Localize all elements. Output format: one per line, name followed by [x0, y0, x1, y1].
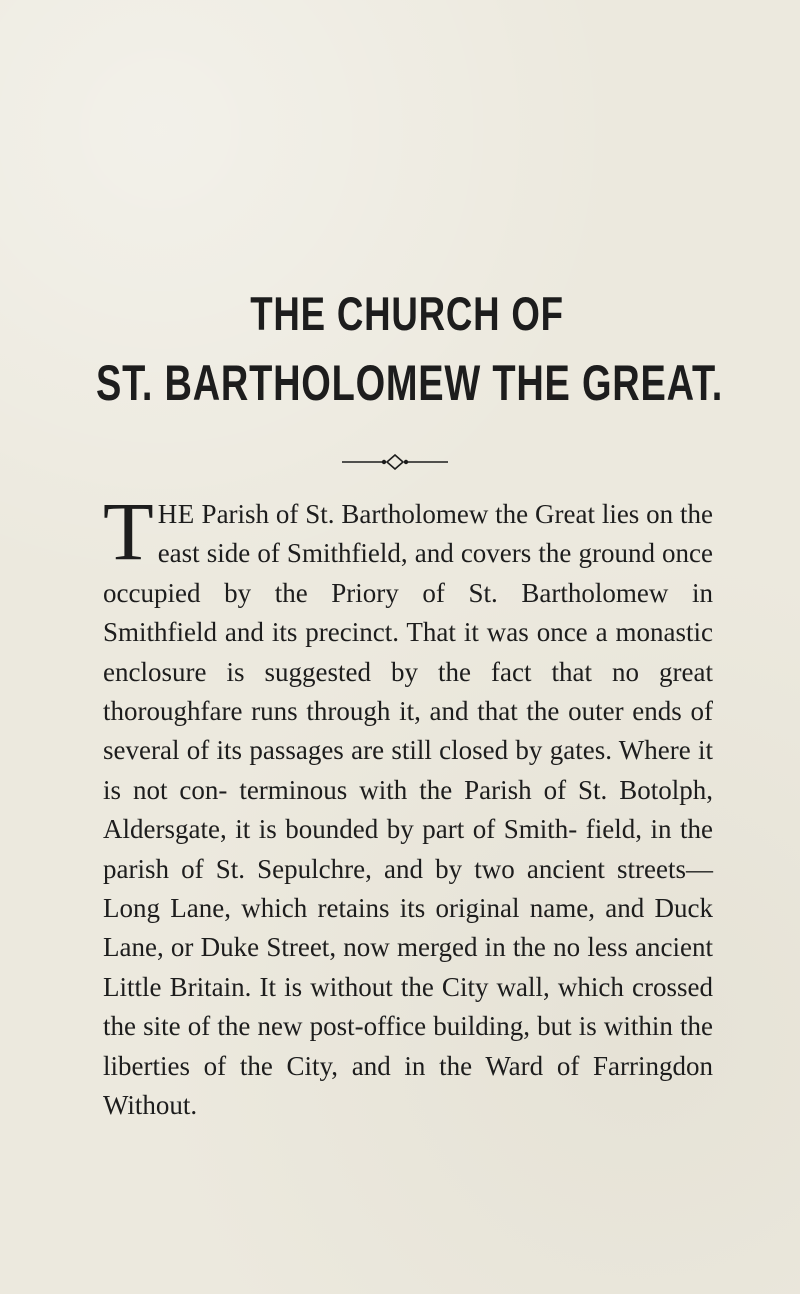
title-line-2: ST. BARTHOLOMEW THE GREAT.	[96, 355, 724, 411]
paragraph-text: Parish of St. Bartholomew the Great lies on the east side of Smithfield, and covers the ground once occupied by the Priory of St. Bartholomew in Smithfield and its precinct. That it was once a monastic enclosure is suggested by the fact that no great thoroughfare runs through it, and that the outer ends of several of its passages are still closed by gates. Where it is not con- terminous with the Parish of St. Botolph, Aldersgate, it is bounded by part of Smith- field, in the parish of St. Sepulchre, and by two ancient streets—Long Lane, which retains its original name, and Duck Lane, or Duke Street, now merged in the no less ancient Little Britain. It is without the City wall, which crossed the site of the new post-office building, but is within the liberties of the City, and in the Ward of Farringdon Without.	[103, 499, 713, 1121]
chapter-title	[0, 287, 800, 411]
rule-with-diamond-ornament-icon	[342, 454, 448, 470]
title-line-1: THE CHURCH OF	[250, 287, 564, 340]
lead-caps: HE	[157, 499, 195, 529]
body-paragraph	[103, 485, 713, 1126]
drop-cap: T	[103, 485, 154, 577]
